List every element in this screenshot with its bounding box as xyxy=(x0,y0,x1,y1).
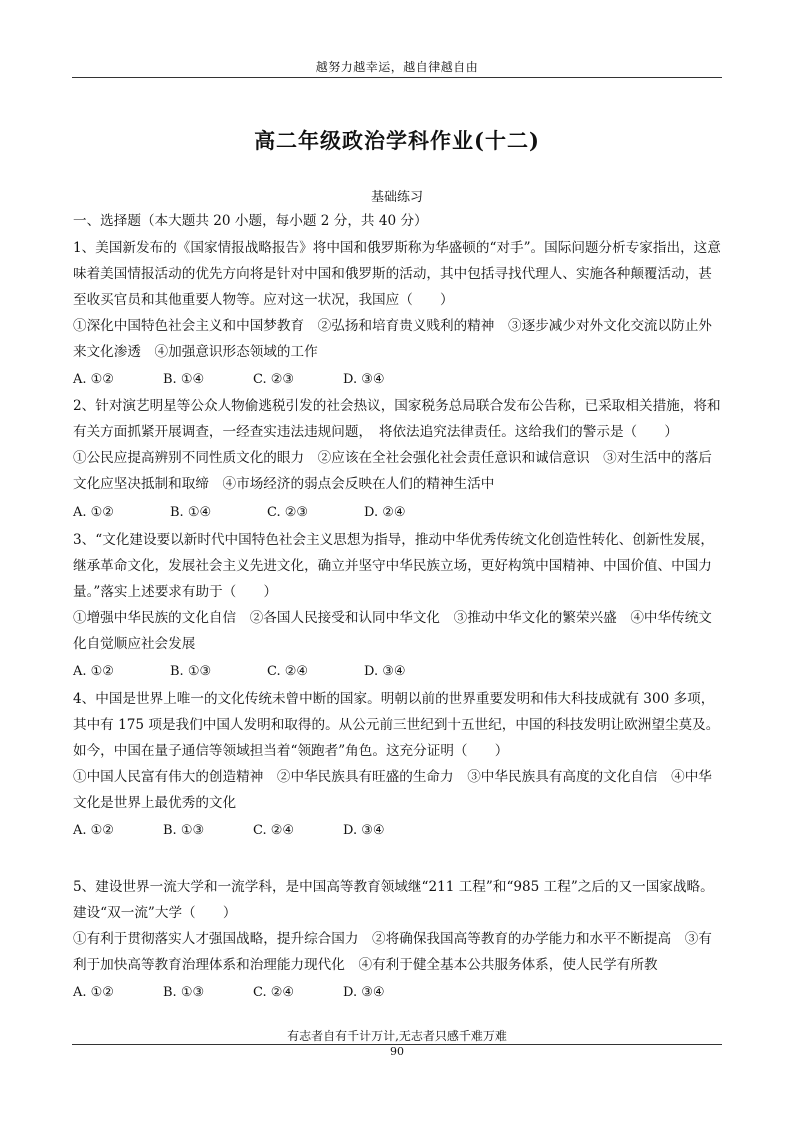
option-c[interactable]: C. ②④ xyxy=(267,664,309,679)
question-1 xyxy=(73,235,723,365)
section-subtitle: 基础练习 xyxy=(370,190,423,205)
answer-options-5 xyxy=(73,980,723,1006)
option-b[interactable]: B. ①③ xyxy=(163,823,205,838)
page-number: 90 xyxy=(390,1045,404,1058)
option-b[interactable]: B. ①④ xyxy=(163,372,205,387)
header-motto: 越努力越幸运，越自律越自由 xyxy=(315,60,479,74)
option-d[interactable]: D. ②④ xyxy=(364,505,406,520)
question-5 xyxy=(73,874,723,978)
option-b[interactable]: B. ①③ xyxy=(170,664,212,679)
question-choices: ①公民应提高辨别不同性质文化的眼力 ②应该在全社会强化社会责任意识和诚信意识 ③对生活中的落后文化应坚决抵制和取缔 ④市场经济的弱点会反映在人们的精神生活中 xyxy=(73,450,712,492)
question-choices: ①有利于贯彻落实人才强国战略，提升综合国力 ②将确保我国高等教育的办学能力和水平不断提高 ③有利于加快高等教育治理体系和治理能力现代化 ④有利于健全基本公共服务体系，使人民学有所教 xyxy=(73,931,712,973)
question-stem: 2、针对演艺明星等公众人物偷逃税引发的社会热议，国家税务总局联合发布公告称，已采取相关措施，将和有关方面抓紧开展调查，一经查实违法违规问题， 将依法追究法律责任。这给我们的警示是（ ） xyxy=(73,398,721,440)
question-choices: ①中国人民富有伟大的创造精神 ②中华民族具有旺盛的生命力 ③中华民族具有高度的文化自信 ④中华文化是世界上最优秀的文化 xyxy=(73,769,712,811)
question-choices: ①增强中华民族的文化自信 ②各国人民接受和认同中华文化 ③推动中华文化的繁荣兴盛 ④中华传统文化自觉顺应社会发展 xyxy=(73,610,712,652)
option-a[interactable]: A. ①② xyxy=(73,372,114,387)
question-stem: 1、美国新发布的《国家情报战略报告》将中国和俄罗斯称为华盛顿的“对手”。国际问题分析专家指出，这意味着美国情报活动的优先方向将是针对中国和俄罗斯的活动，其中包括寻找代理人、实施各种颠覆活动，甚至收买官员和其他重要人物等。应对这一状况，我国应（ ） xyxy=(73,240,721,308)
option-c[interactable]: C. ②④ xyxy=(253,823,295,838)
option-a[interactable]: A. ①② xyxy=(73,505,114,520)
option-d[interactable]: D. ③④ xyxy=(343,372,385,387)
option-b[interactable]: B. ①④ xyxy=(170,505,212,520)
question-3 xyxy=(73,527,723,657)
question-stem: 3、“文化建设要以新时代中国特色社会主义思想为指导，推动中华优秀传统文化创造性转化、创新性发展，继承革命文化，发展社会主义先进文化，确立并坚守中华民族立场，更好构筑中国精神、中国价值、中国力量。”落实上述要求有助于（ ） xyxy=(73,532,714,600)
answer-options-2 xyxy=(73,500,723,526)
option-d[interactable]: D. ③④ xyxy=(343,985,385,1000)
page-title: 高二年级政治学科作业(十二) xyxy=(254,128,540,153)
option-d[interactable]: D. ③④ xyxy=(343,823,385,838)
option-a[interactable]: A. ①② xyxy=(73,823,114,838)
option-c[interactable]: C. ②③ xyxy=(267,505,309,520)
header-divider xyxy=(72,77,722,78)
question-stem: 5、建设世界一流大学和一流学科，是中国高等教育领域继“211 工程”和“985 工程”之后的又一国家战略。建设“双一流”大学（ ） xyxy=(73,879,714,921)
question-4 xyxy=(73,686,723,816)
answer-options-3 xyxy=(73,659,723,685)
answer-options-1 xyxy=(73,367,723,393)
question-2 xyxy=(73,393,723,497)
answer-options-4 xyxy=(73,818,723,844)
option-d[interactable]: D. ③④ xyxy=(364,664,406,679)
option-a[interactable]: A. ①② xyxy=(73,664,114,679)
option-a[interactable]: A. ①② xyxy=(73,985,114,1000)
question-choices: ①深化中国特色社会主义和中国梦教育 ②弘扬和培育贵义贱利的精神 ③逐步减少对外文化交流以防止外来文化渗透 ④加强意识形态领域的工作 xyxy=(73,318,712,360)
option-b[interactable]: B. ①③ xyxy=(163,985,205,1000)
option-c[interactable]: C. ②③ xyxy=(253,372,295,387)
option-c[interactable]: C. ②④ xyxy=(253,985,295,1000)
question-stem: 4、中国是世界上唯一的文化传统未曾中断的国家。明朝以前的世界重要发明和伟大科技成就有 300 多项，其中有 175 项是我们中国人发明和取得的。从公元前三世纪到十五世纪，中国的科技发明让欧洲望尘莫及。如今，中国在量子通信等领域担当着“领跑者”角色。这充分证明（ ） xyxy=(73,691,720,759)
footer-motto: 有志者自有千计万计,无志者只感千难万难 xyxy=(287,1029,507,1043)
section-heading: 一、选择题（本大题共 20 小题，每小题 2 分，共 40 分） xyxy=(73,213,428,229)
